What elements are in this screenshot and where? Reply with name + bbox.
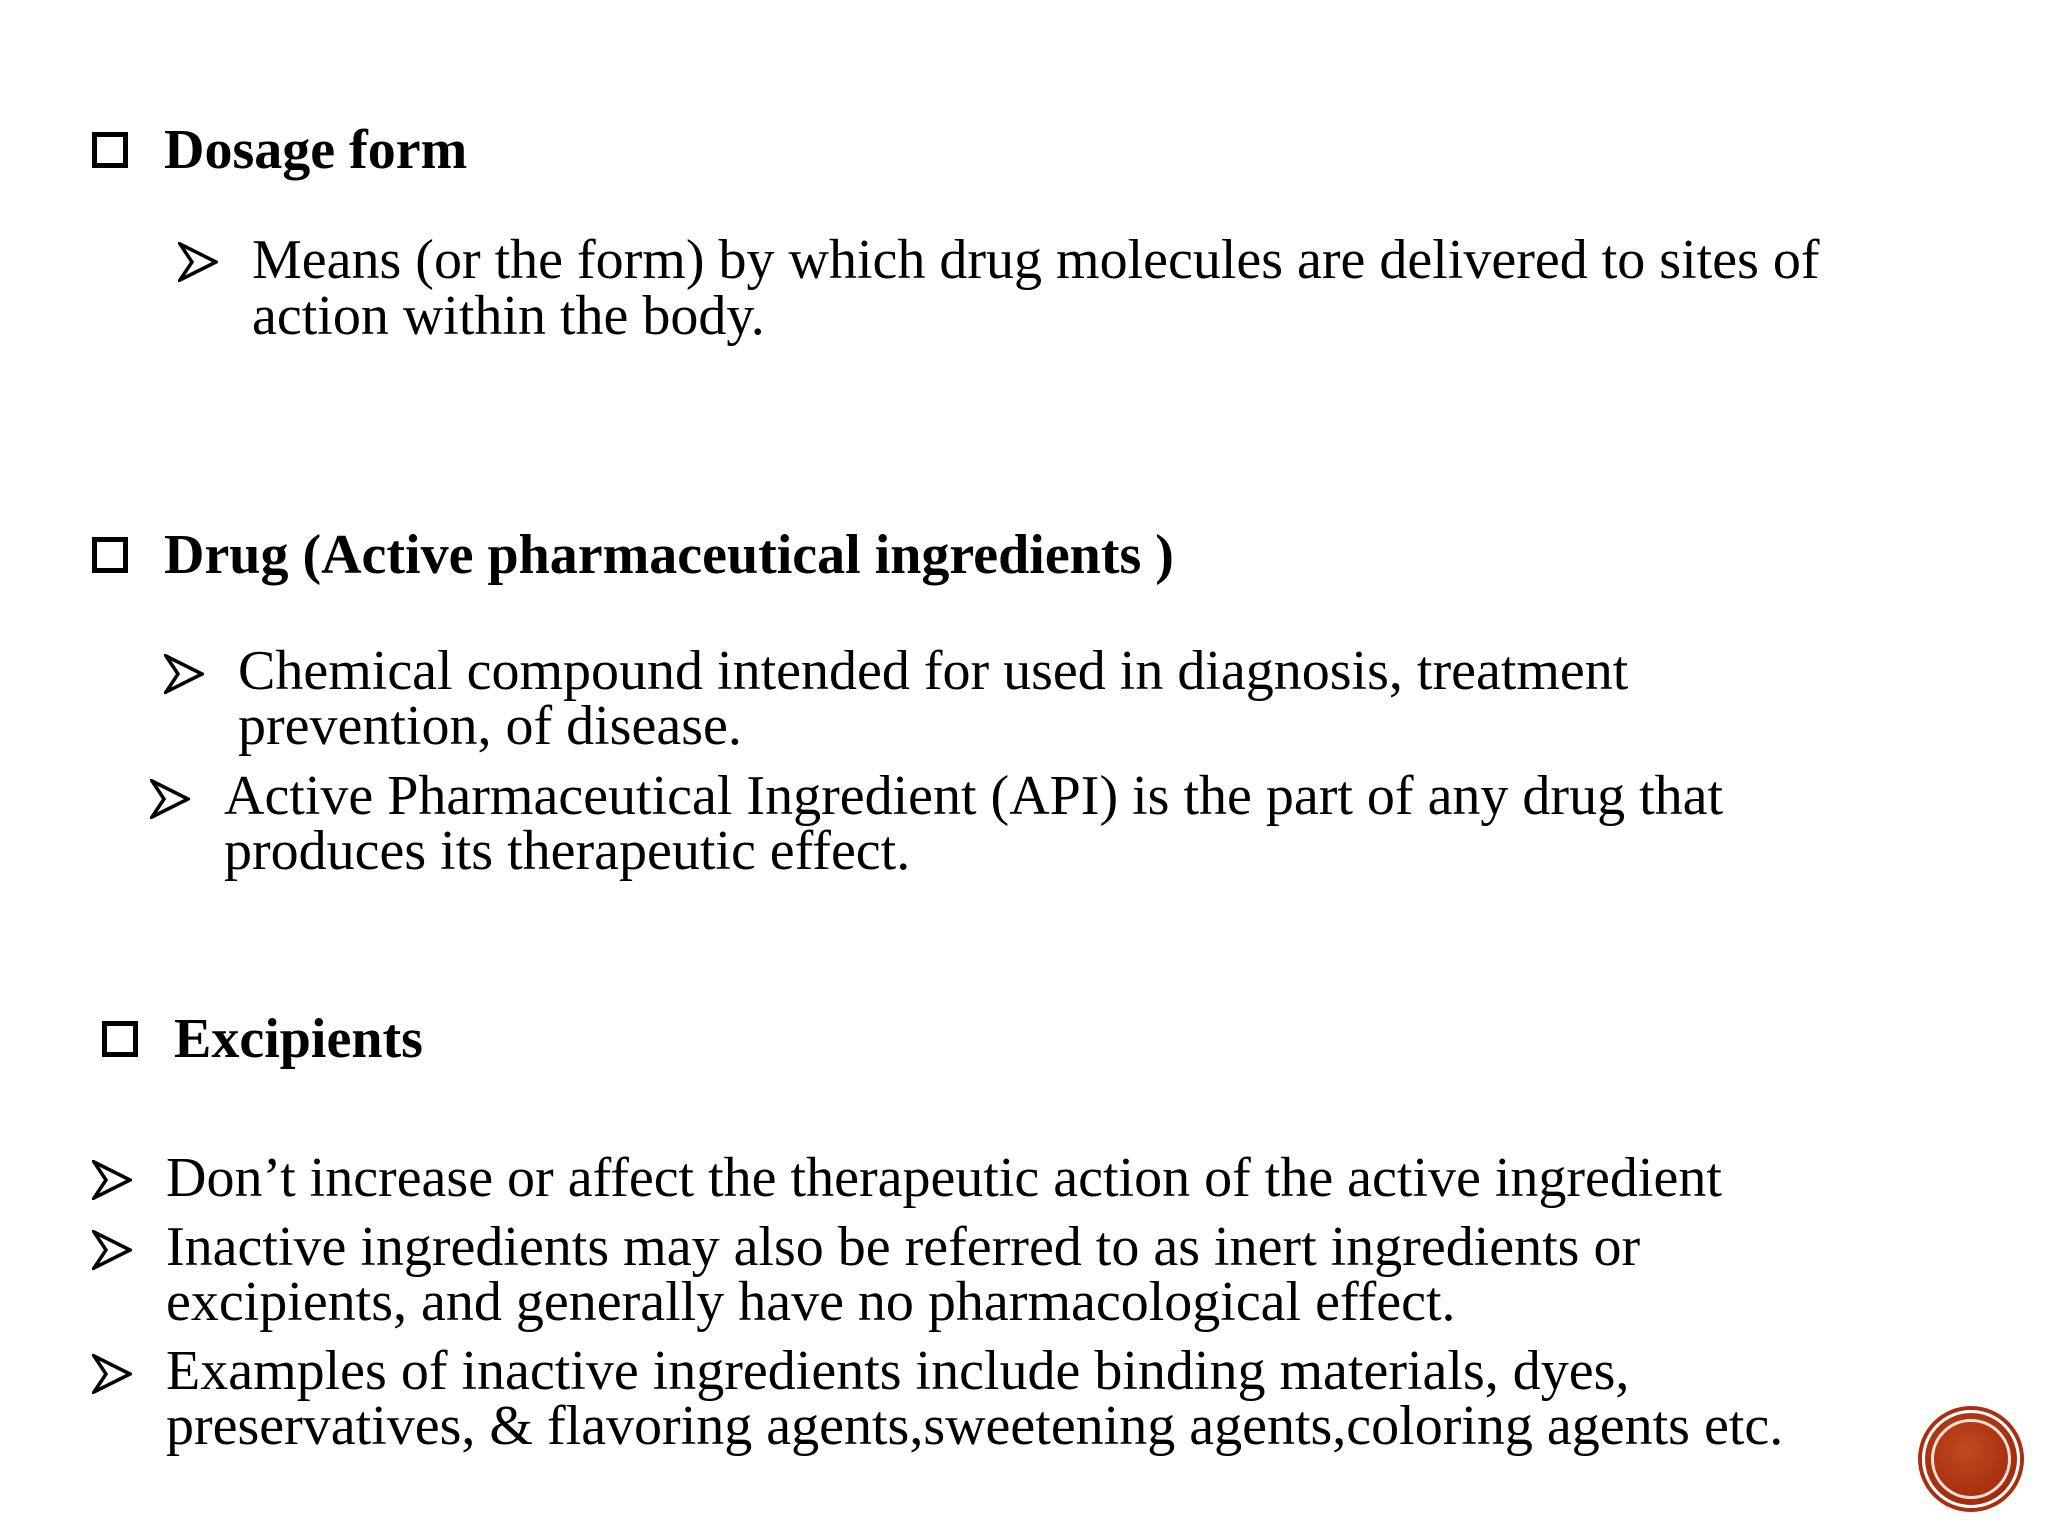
bullet-text: Active Pharmaceutical Ingredient (API) is the part of any drug that produces its therapeutic effect. [224,765,1724,882]
checkbox-icon [92,537,128,573]
bullet-text: Inactive ingredients may also be referred to as inert ingredients or excipients, and generally have no pharmacological effect. [166,1216,1641,1333]
bullet-inactive-examples [92,1340,1852,1457]
heading-dosage-form [92,119,468,181]
bullet-dosage-form-definition [178,229,1898,347]
bullet-api-definition [150,765,1790,882]
arrowhead-bullet-icon [164,654,204,694]
arrowhead-bullet-icon [92,1354,132,1394]
bullet-text: Chemical compound intended for used in diagnosis, treatment prevention, of disease. [238,640,1629,757]
checkbox-icon [102,1021,138,1057]
bullet-text: Examples of inactive ingredients include binding materials, dyes, preservatives, & flavoring agents,sweetening agents,coloring agents etc. [166,1340,1784,1457]
arrowhead-bullet-icon [92,1230,132,1270]
bullet-drug-definition [164,640,1724,757]
heading-excipients [102,1008,423,1070]
heading-text: Dosage form [164,119,468,181]
bullet-text: Means (or the form) by which drug molecules are delivered to sites of action within the body. [252,229,1820,347]
heading-text: Drug (Active pharmaceutical ingredients ) [164,524,1174,586]
heading-text: Excipients [174,1008,423,1070]
arrowhead-bullet-icon [150,779,190,819]
slide-badge-icon [1922,1410,2020,1508]
bullet-excipients-effect [92,1147,1892,1209]
bullet-text: Don’t increase or affect the therapeutic action of the active ingredient [166,1147,1722,1209]
heading-drug [92,524,1174,586]
checkbox-icon [92,132,128,168]
arrowhead-bullet-icon [178,242,218,282]
arrowhead-bullet-icon [92,1160,132,1200]
bullet-inactive-ingredients [92,1216,1712,1333]
